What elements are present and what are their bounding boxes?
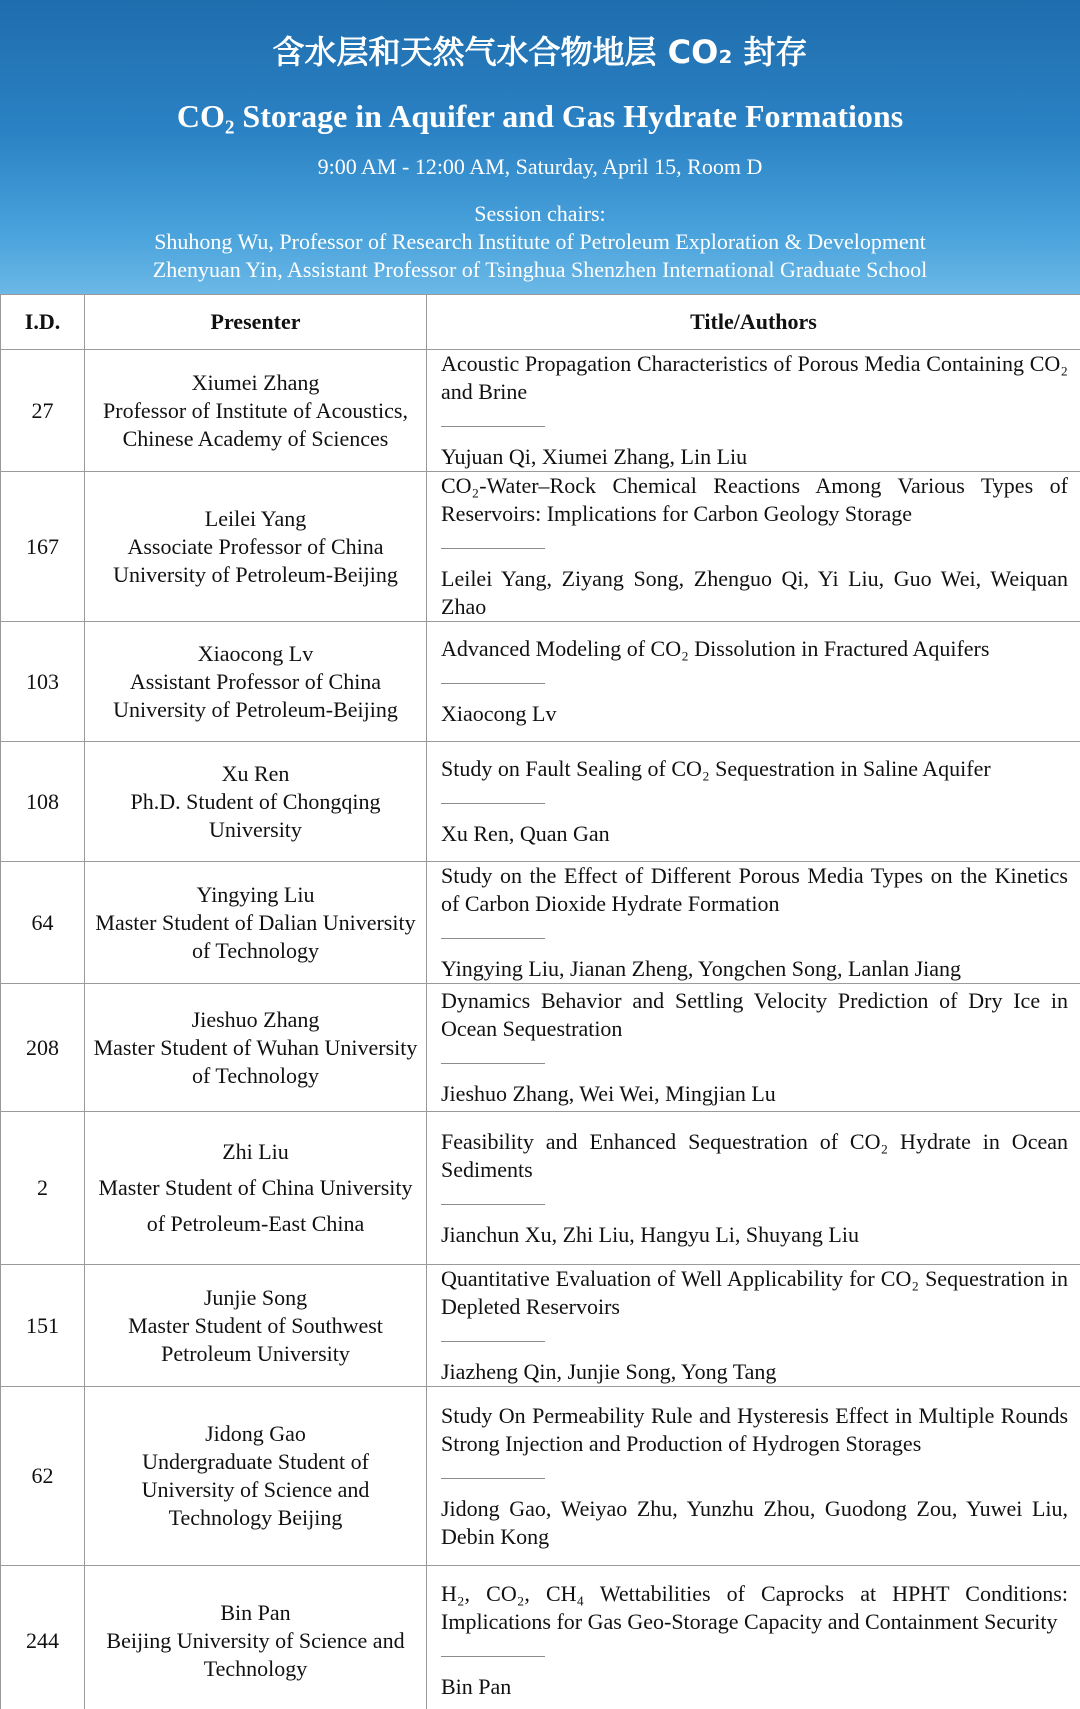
presenter-name: Xiaocong Lv <box>197 640 314 666</box>
paper-authors: Jieshuo Zhang, Wei Wei, Mingjian Lu <box>441 1081 776 1106</box>
paper-title: Acoustic Propagation Characteristics of Porous Media Containing CO₂ and Brine <box>441 351 1068 404</box>
presenter-affiliation: Beijing University of Science and Technology <box>106 1627 405 1681</box>
row-presenter-cell <box>85 1387 427 1566</box>
presenter-name: Zhi Liu <box>222 1139 289 1164</box>
row-title-authors-cell <box>427 1112 1080 1265</box>
paper-title: Study on the Effect of Different Porous Media Types on the Kinetics of Carbon Dioxide Hydrate Formation <box>441 863 1068 916</box>
presenter-affiliation: Master Student of Dalian University of Technology <box>95 909 416 963</box>
title-author-divider <box>441 1656 545 1657</box>
row-presenter-cell <box>85 984 427 1112</box>
title-author-divider <box>441 1063 545 1064</box>
row-title-authors-cell <box>427 1387 1080 1566</box>
table-row <box>1 1566 1080 1709</box>
presenter-name: Leilei Yang <box>204 505 307 531</box>
table-row <box>1 984 1080 1112</box>
row-presenter-cell <box>85 472 427 622</box>
presenter-name: Jidong Gao <box>205 1421 306 1446</box>
paper-authors: Xu Ren, Quan Gan <box>441 821 610 846</box>
session-chairs-label: Session chairs: <box>474 201 606 226</box>
column-header-presenter: Presenter <box>85 295 427 350</box>
row-id: 244 <box>1 1566 85 1709</box>
table-row <box>1 1112 1080 1265</box>
table-row <box>1 862 1080 984</box>
row-id: 103 <box>1 622 85 742</box>
session-title-chinese: 含水层和天然气水合物地层 CO₂ 封存 <box>272 33 808 71</box>
paper-authors: Xiaocong Lv <box>441 701 557 726</box>
presenter-affiliation: Professor of Institute of Acoustics, Chinese Academy of Sciences <box>103 397 408 451</box>
presenter-name: Yingying Liu <box>196 881 315 907</box>
row-id: 151 <box>1 1265 85 1387</box>
session-title-english: CO₂ Storage in Aquifer and Gas Hydrate Formations <box>176 98 904 134</box>
row-id: 2 <box>1 1112 85 1265</box>
presenter-affiliation: Assistant Professor of China University of Petroleum-Beijing <box>113 668 398 722</box>
row-title-authors-cell <box>427 350 1080 472</box>
schedule-rows <box>1 350 1080 1709</box>
presenter-name: Bin Pan <box>220 1599 291 1625</box>
table-row <box>1 1387 1080 1566</box>
presenter-affiliation: Master Student of Wuhan University of Technology <box>93 1034 418 1088</box>
title-author-divider <box>441 1204 545 1205</box>
paper-authors: Yujuan Qi, Xiumei Zhang, Lin Liu <box>441 444 748 469</box>
row-title-authors-cell <box>427 1566 1080 1709</box>
paper-title: Quantitative Evaluation of Well Applicability for CO₂ Sequestration in Depleted Reservoirs <box>441 1266 1068 1319</box>
table-row <box>1 472 1080 622</box>
presenter-name: Xiumei Zhang <box>191 369 320 395</box>
paper-title: H₂, CO₂, CH₄ Wettabilities of Caprocks at HPHT Conditions: Implications for Gas Geo-Storage Capacity and Containment Security <box>441 1581 1068 1634</box>
column-header-title-authors: Title/Authors <box>427 295 1080 350</box>
presenter-affiliation: Ph.D. Student of Chongqing University <box>130 788 381 842</box>
row-id: 27 <box>1 350 85 472</box>
session-chair-1: Shuhong Wu, Professor of Research Institute of Petroleum Exploration & Development <box>154 229 926 254</box>
row-id: 62 <box>1 1387 85 1566</box>
presenter-affiliation: Undergraduate Student of University of Science and Technology Beijing <box>141 1449 370 1530</box>
row-title-authors-cell <box>427 742 1080 862</box>
row-id: 64 <box>1 862 85 984</box>
row-presenter-cell <box>85 742 427 862</box>
presenter-name: Xu Ren <box>221 760 290 786</box>
row-presenter-cell <box>85 350 427 472</box>
paper-authors: Jidong Gao, Weiyao Zhu, Yunzhu Zhou, Guodong Zou, Yuwei Liu, Debin Kong <box>441 1495 1068 1549</box>
paper-title: Feasibility and Enhanced Sequestration of CO₂ Hydrate in Ocean Sediments <box>441 1128 1068 1182</box>
table-header-row <box>1 295 1080 350</box>
table-row <box>1 1265 1080 1387</box>
presenter-name: Jieshuo Zhang <box>191 1006 320 1032</box>
column-header-id: I.D. <box>1 295 85 350</box>
title-author-divider <box>441 938 545 939</box>
session-time: 9:00 AM - 12:00 AM, Saturday, April 15, Room D <box>317 154 763 179</box>
paper-authors: Yingying Liu, Jianan Zheng, Yongchen Song, Lanlan Jiang <box>441 956 962 981</box>
title-author-divider <box>441 1478 545 1479</box>
row-title-authors-cell <box>427 984 1080 1112</box>
table-row <box>1 742 1080 862</box>
presenter-name: Junjie Song <box>203 1284 308 1310</box>
paper-title: Dynamics Behavior and Settling Velocity Prediction of Dry Ice in Ocean Sequestration <box>441 988 1068 1041</box>
title-author-divider <box>441 548 545 549</box>
row-title-authors-cell <box>427 622 1080 742</box>
presenter-affiliation: Associate Professor of China University of Petroleum-Beijing <box>113 533 398 587</box>
row-presenter-cell <box>85 1112 427 1265</box>
title-author-divider <box>441 683 545 684</box>
row-title-authors-cell <box>427 472 1080 622</box>
row-presenter-cell <box>85 1265 427 1387</box>
paper-title: Advanced Modeling of CO₂ Dissolution in Fractured Aquifers <box>441 636 990 661</box>
row-id: 167 <box>1 472 85 622</box>
row-presenter-cell <box>85 1566 427 1709</box>
row-presenter-cell <box>85 862 427 984</box>
title-author-divider <box>441 1341 545 1342</box>
session-chair-2: Zhenyuan Yin, Assistant Professor of Tsinghua Shenzhen International Graduate School <box>152 257 928 282</box>
paper-title: CO₂-Water–Rock Chemical Reactions Among Various Types of Reservoirs: Implications for Carbon Geology Storage <box>441 473 1068 526</box>
paper-title: Study on Fault Sealing of CO₂ Sequestration in Saline Aquifer <box>441 756 991 781</box>
paper-title: Study On Permeability Rule and Hysteresis Effect in Multiple Rounds Strong Injection and Production of Hydrogen Storages <box>441 1402 1068 1456</box>
presenter-affiliation: Master Student of China University of Petroleum-East China <box>98 1175 413 1236</box>
row-id: 208 <box>1 984 85 1112</box>
paper-authors: Jianchun Xu, Zhi Liu, Hangyu Li, Shuyang Liu <box>441 1221 859 1247</box>
row-id: 108 <box>1 742 85 862</box>
row-title-authors-cell <box>427 1265 1080 1387</box>
row-title-authors-cell <box>427 862 1080 984</box>
paper-authors: Bin Pan <box>441 1674 512 1699</box>
title-author-divider <box>441 426 545 427</box>
title-author-divider <box>441 803 545 804</box>
schedule-table <box>0 294 1080 1709</box>
paper-authors: Leilei Yang, Ziyang Song, Zhenguo Qi, Yi Liu, Guo Wei, Weiquan Zhao <box>441 566 1068 619</box>
paper-authors: Jiazheng Qin, Junjie Song, Yong Tang <box>441 1359 777 1384</box>
table-row <box>1 622 1080 742</box>
row-presenter-cell <box>85 622 427 742</box>
presenter-affiliation: Master Student of Southwest Petroleum University <box>128 1312 383 1366</box>
session-banner <box>0 0 1080 294</box>
table-row <box>1 350 1080 472</box>
